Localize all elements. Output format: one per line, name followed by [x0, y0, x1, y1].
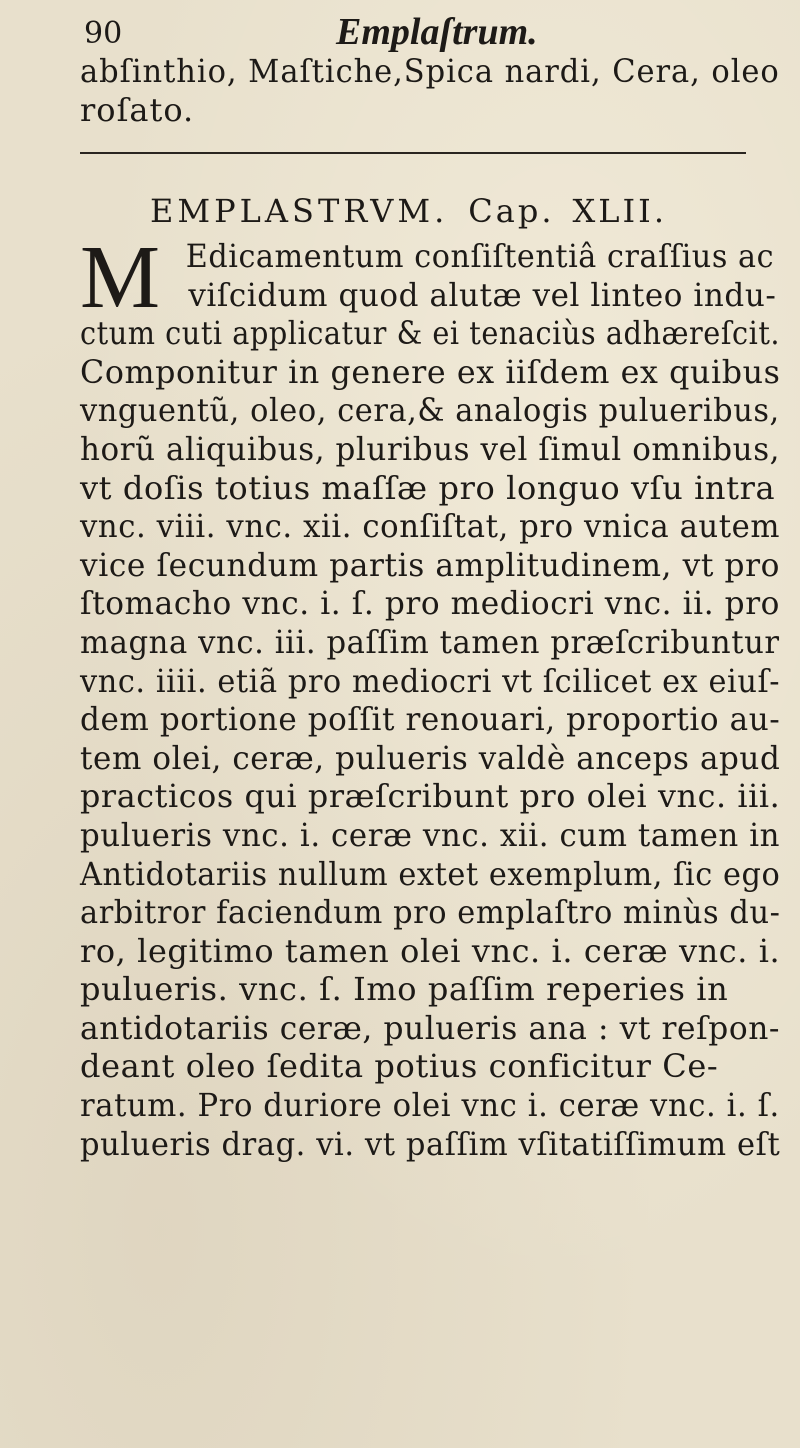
text-line: antidotariis ceræ, pulueris ana : vt reſpon-	[80, 1008, 781, 1047]
chapter-number: XLII.	[572, 192, 667, 230]
text-line: ſtomacho vnc. i. ſ. pro mediocri vnc. ii. pro	[80, 584, 781, 623]
text-line: Componitur in genere ex iiſdem ex quibus	[80, 352, 781, 391]
text-line: vnc. iiii. etiã pro mediocri vt ſcilicet ex eiuſ-	[80, 661, 781, 700]
drop-cap: M	[80, 228, 161, 327]
text-line: magna vnc. iii. paſſim tamen præſcribuntur	[80, 622, 780, 661]
text-line: Antidotariis nullum extet exemplum, ſic ego	[80, 854, 781, 893]
text-line: pulueris drag. vi. vt paſſim vſitatiſſimum eſt	[80, 1124, 781, 1163]
text-line: arbitror faciendum pro emplaſtro minùs du-	[80, 893, 781, 932]
text-line: deant oleo ſedita potius conficitur Ce-	[80, 1047, 719, 1086]
text-line: pulueris. vnc. ſ. Imo paſſim reperies in	[80, 970, 729, 1009]
text-line: roſato.	[80, 90, 195, 129]
text-line: dem portione poſſit renouari, proportio au-	[80, 700, 781, 739]
text-line: practicos qui præſcribunt pro olei vnc. iii.	[80, 777, 781, 816]
page-header	[60, 6, 760, 53]
text-line: viſcidum quod alutæ vel linteo indu-	[188, 275, 777, 314]
text-line: ctum cuti applicatur & ei tenaciùs adhæreſcit.	[80, 314, 781, 353]
page-number: 90	[84, 16, 123, 51]
text-line: tem olei, ceræ, pulueris valdè anceps apud	[80, 738, 781, 777]
text-line: pulueris vnc. i. ceræ vnc. xii. cum tamen in	[80, 815, 781, 854]
carryover-paragraph	[80, 52, 780, 129]
chapter-body	[80, 228, 781, 1163]
chapter-heading	[150, 192, 667, 230]
chapter-label: Cap.	[468, 192, 555, 230]
text-line: vnguentũ, oleo, cera,& analogis pulueribus,	[80, 391, 780, 430]
text-line: Edicamentum conſiſtentiâ craſſius ac	[185, 237, 775, 275]
text-line: vice ſecundum partis amplitudinem, vt pro	[80, 545, 780, 584]
text-line: vnc. viii. vnc. xii. conſiſtat, pro vnica autem	[80, 507, 781, 546]
text-line: vt doſis totius maſſæ pro longuo vſu intra	[80, 468, 776, 507]
text-line: ratum. Pro duriore olei vnc i. ceræ vnc. i. ſ.	[80, 1086, 780, 1125]
section-divider	[80, 152, 746, 154]
text-line: horũ aliquibus, pluribus vel ſimul omnibus,	[80, 429, 781, 468]
chapter-title: EMPLASTRVM.	[150, 192, 449, 230]
text-line: ro, legitimo tamen olei vnc. i. ceræ vnc. i.	[80, 931, 781, 970]
running-head: Emplaſtrum.	[336, 11, 538, 53]
text-line: abſinthio, Maſtiche,Spica nardi, Cera, oleo	[80, 52, 780, 90]
